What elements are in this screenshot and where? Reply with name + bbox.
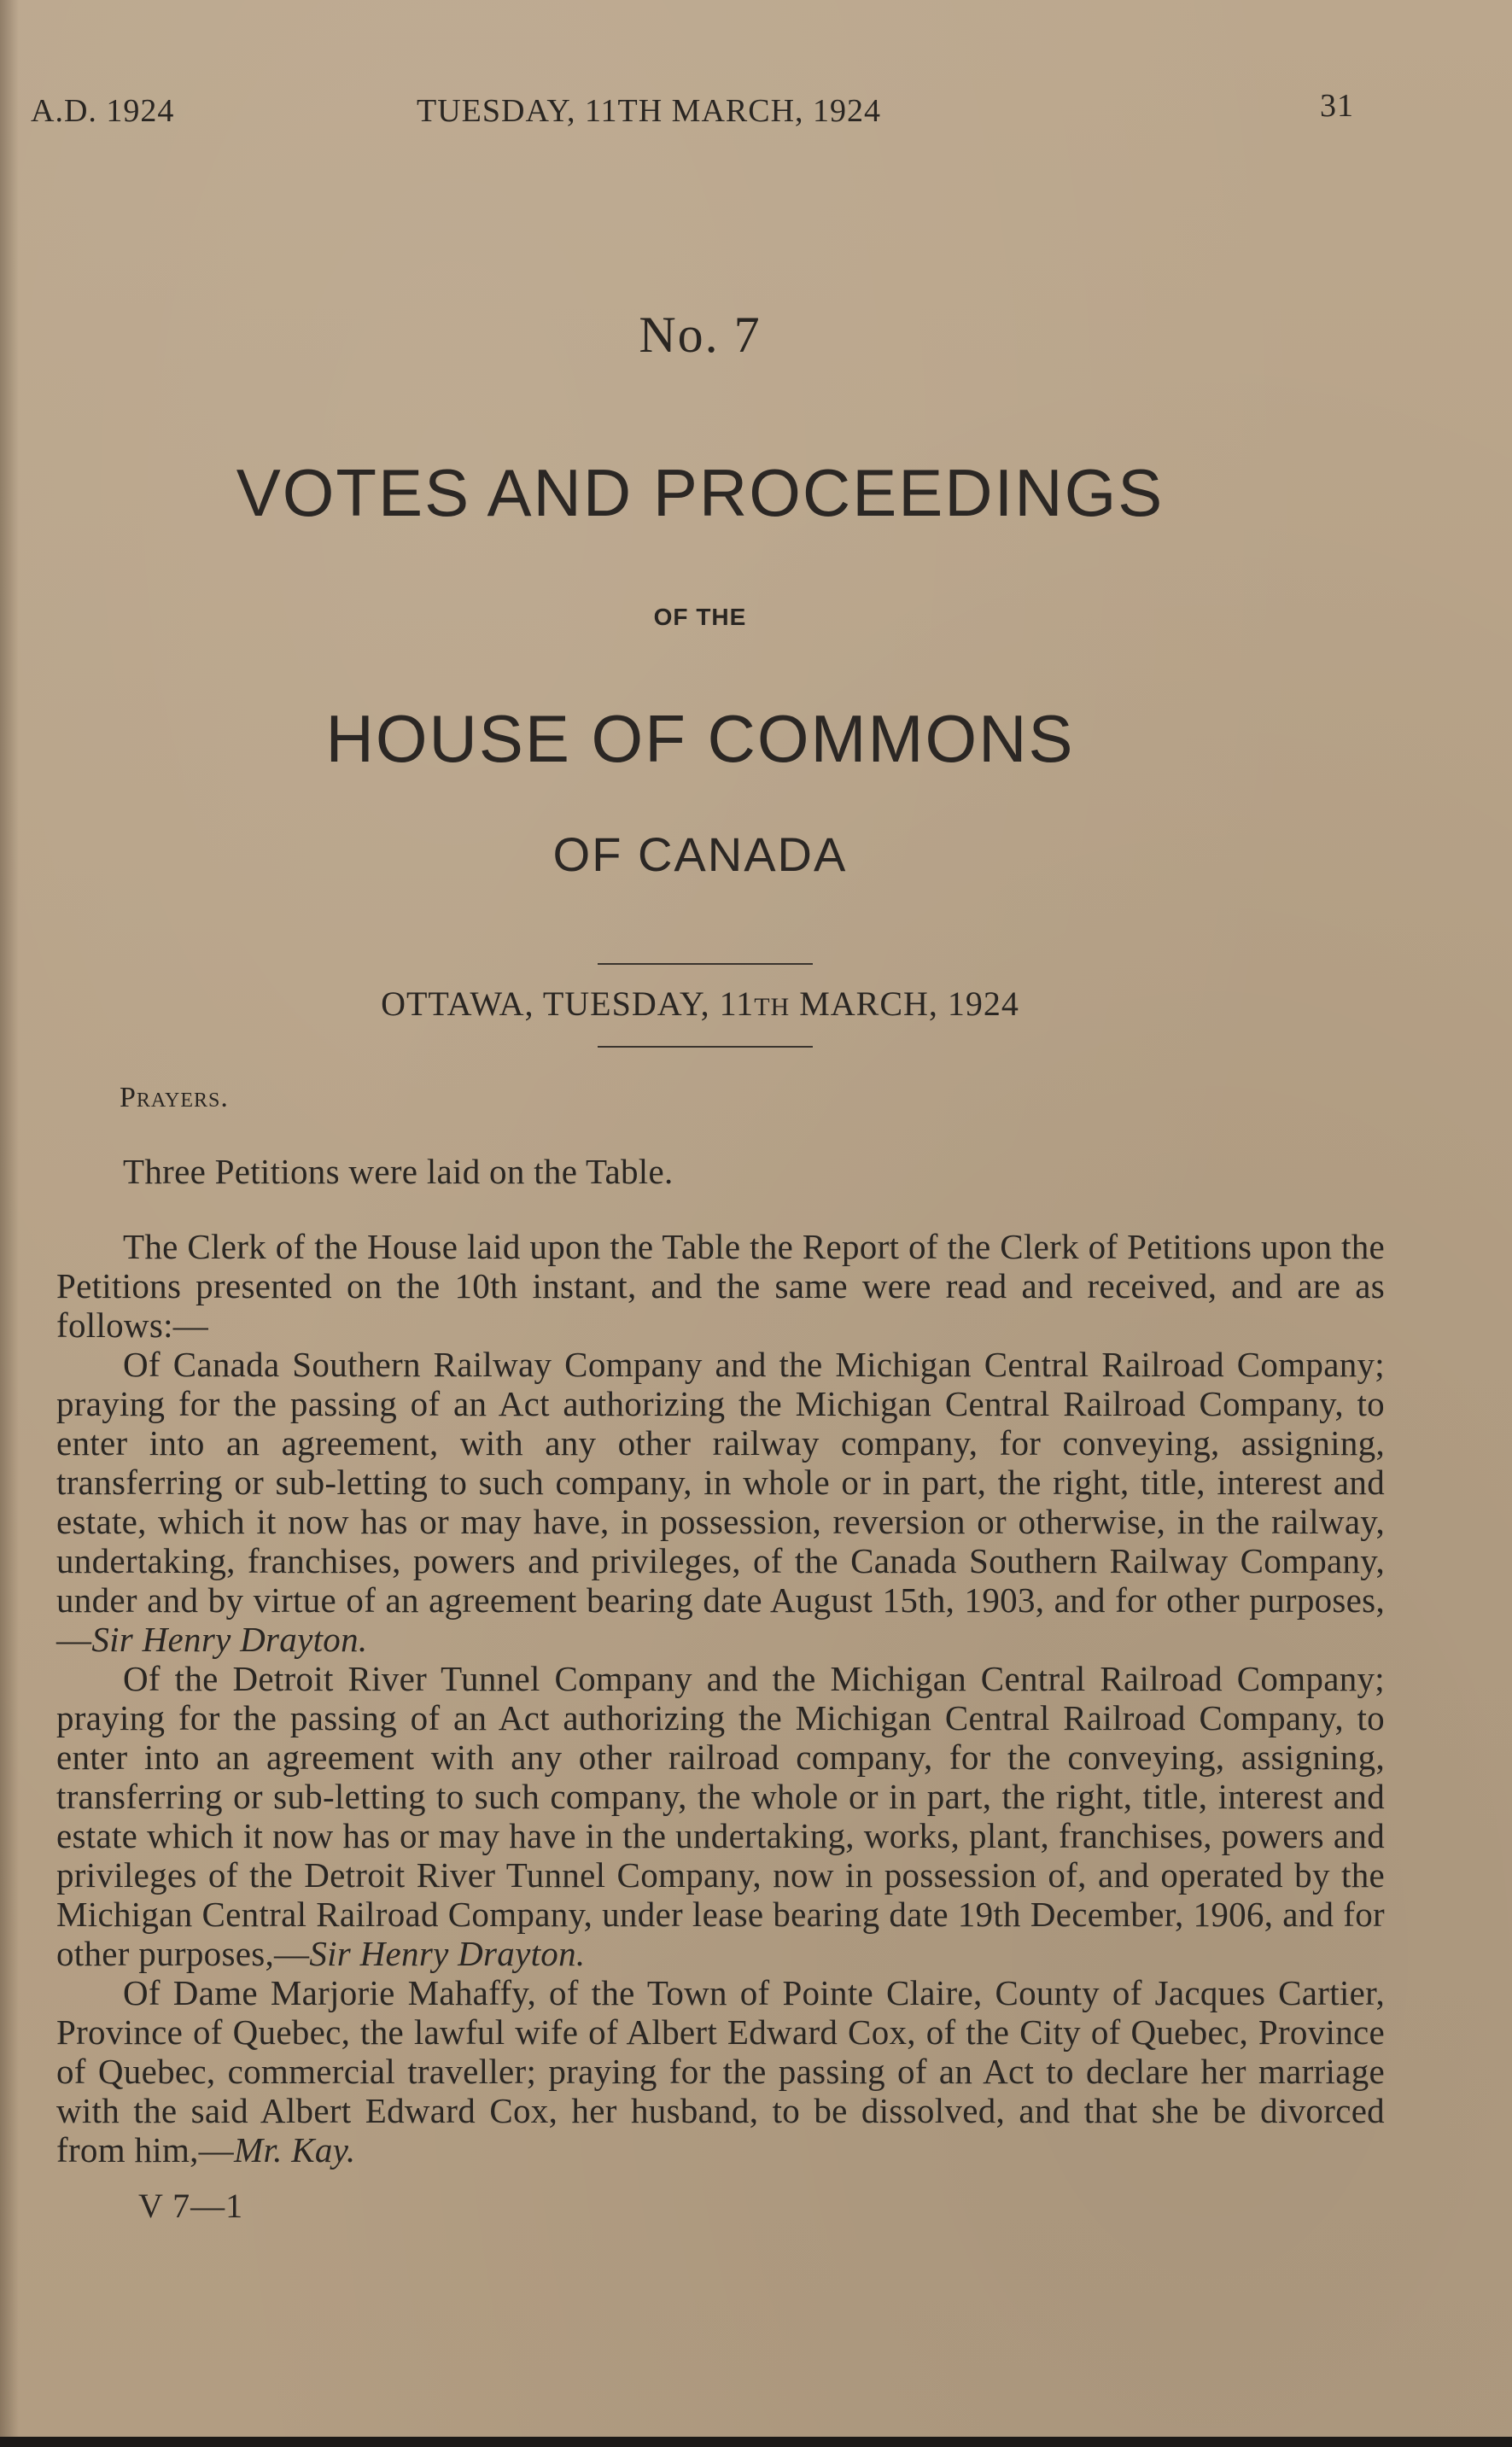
petition-text: Of the Detroit River Tunnel Company and the Michigan Central Railroad Company; praying for the passing of an Act authorizing the Michigan Central Railroad Company, to enter into an agreement with any other railroad company, for the conveying, assigning, transferring or sub-letting to such company, the whole or in part, the right, title, interest and estate which it now has or may have in the undertaking, works, plant, franchises, powers and privileges of the Detroit River Tunnel Company, now in possession of, and operated by the Michigan Central Railroad Company, under lease bearing date 19th December, 1906, and for other purposes,— [56,1659,1385,1973]
petition-mover: Sir Henry Drayton. [309,1934,586,1973]
issue-number: No. 7 [639,307,762,363]
petition-detroit-river-tunnel [56,1659,1385,1973]
page-number: 31 [1320,88,1354,124]
page-binding-shadow [0,0,19,2447]
dateline-rest: MARCH, 1924 [790,984,1019,1023]
top-divider [598,963,813,965]
running-head-year: A.D. 1924 [31,93,175,129]
document-title: VOTES AND PROCEEDINGS [236,455,1165,530]
paragraph-text: The Clerk of the House laid upon the Table the Report of the Clerk of Petitions upon the Petitions presented on the 10th instant, and the same were read and received, and are as follows:— [56,1227,1385,1345]
petition-canada-southern [56,1345,1385,1659]
petition-mover: Sir Henry Drayton. [91,1620,368,1659]
petition-text: Of Canada Southern Railway Company and the Michigan Central Railroad Company; praying for the passing of an Act authorizing the Michigan Central Railroad Company, to enter into an agreement, with any other railway company, for conveying, assigning, transferring or sub-letting to such company, in whole or in part, the right, title, interest and estate, which it now has or may have, in possession, reversion or otherwise, in the railway, undertaking, franchises, powers and privileges, of the Canada Southern Railway Company, under and by virtue of an agreement bearing date August 15th, 1903, and for other purposes,— [56,1345,1385,1659]
house-title: HOUSE OF COMMONS [325,701,1075,776]
country-title: OF CANADA [552,827,848,881]
title-connector: OF THE [653,604,747,630]
dateline [0,984,1400,1024]
bottom-divider [598,1046,813,1048]
petition-mover: Mr. Kay. [233,2130,356,2170]
signature-mark: V 7—1 [138,2187,244,2225]
dateline-ordinal: TH [754,993,791,1021]
running-head-date: TUESDAY, 11TH MARCH, 1924 [417,93,882,129]
paragraph-clerk-report [56,1227,1385,1345]
petition-mahaffy [56,1973,1385,2170]
prayers-heading: Prayers. [120,1082,229,1113]
dateline-prefix: OTTAWA, TUESDAY, 11 [381,984,755,1023]
page-bottom-edge [0,2437,1512,2447]
petition-text: Of Dame Marjorie Mahaffy, of the Town of Pointe Claire, County of Jacques Cartier, Province of Quebec, the lawful wife of Albert Edward Cox, of the City of Quebec, Province of Quebec, commercial traveller; praying for the passing of an Act to declare her marriage with the said Albert Edward Cox, her husband, to be dissolved, and that she be divorced from him,— [56,1973,1385,2170]
paragraph-text: Three Petitions were laid on the Table. [123,1152,674,1191]
proceedings-body [56,1072,1385,2226]
running-head [31,88,1363,143]
paragraph-petitions-laid [56,1152,1385,1191]
